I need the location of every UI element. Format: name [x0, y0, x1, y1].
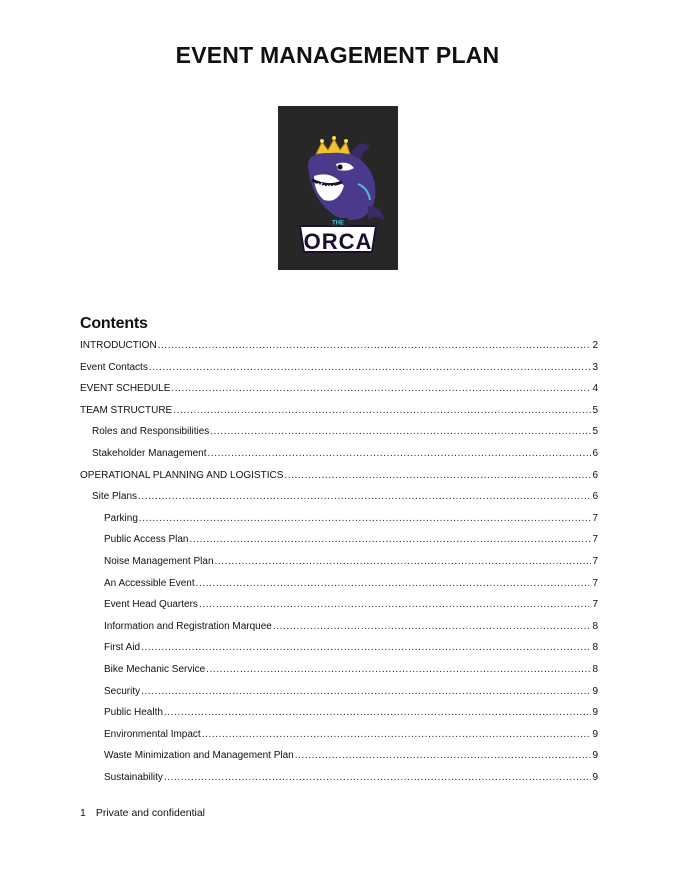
toc-entry-page-number: 5: [592, 404, 598, 416]
toc-dot-leader: [141, 681, 591, 703]
toc-entry[interactable]: [80, 465, 598, 487]
toc-entry-page-number: 6: [592, 491, 598, 503]
toc-entry-title: Event Contacts: [80, 361, 148, 373]
toc-entry[interactable]: [80, 551, 598, 573]
toc-entry-page-number: 7: [592, 599, 598, 611]
toc-entry-title: Security: [104, 685, 141, 697]
toc-entry[interactable]: [80, 529, 598, 551]
toc-dot-leader: [173, 400, 591, 422]
toc-dot-leader: [164, 767, 592, 789]
toc-dot-leader: [206, 659, 591, 681]
toc-entry-page-number: 8: [592, 620, 598, 632]
toc-entry-title: Information and Registration Marquee: [104, 620, 272, 632]
toc-entry-page-number: 8: [592, 642, 598, 654]
toc-dot-leader: [139, 508, 592, 530]
toc-entry[interactable]: [80, 767, 598, 789]
toc-entry-title: Stakeholder Management: [92, 447, 207, 459]
toc-entry-title: Bike Mechanic Service: [104, 663, 206, 675]
toc-entry-title: An Accessible Event: [104, 577, 195, 589]
toc-dot-leader: [295, 745, 592, 767]
toc-entry[interactable]: [80, 573, 598, 595]
toc-entry[interactable]: [80, 400, 598, 422]
toc-entry[interactable]: [80, 594, 598, 616]
toc-entry-page-number: 7: [592, 534, 598, 546]
table-of-contents: [80, 335, 598, 788]
page-footer: [80, 807, 205, 819]
toc-entry[interactable]: [80, 659, 598, 681]
toc-dot-leader: [141, 637, 591, 659]
toc-entry-page-number: 8: [592, 663, 598, 675]
toc-entry-title: Parking: [104, 512, 138, 524]
toc-entry-page-number: 5: [592, 426, 598, 438]
toc-dot-leader: [138, 486, 591, 508]
toc-entry-page-number: 7: [592, 577, 598, 589]
toc-entry[interactable]: [80, 486, 598, 508]
toc-entry-page-number: 9: [592, 728, 598, 740]
toc-dot-leader: [284, 465, 591, 487]
toc-dot-leader: [199, 594, 592, 616]
toc-dot-leader: [196, 573, 592, 595]
toc-entry-page-number: 7: [592, 512, 598, 524]
toc-dot-leader: [171, 378, 591, 400]
toc-dot-leader: [210, 421, 591, 443]
toc-entry-page-number: 4: [592, 383, 598, 395]
toc-entry[interactable]: [80, 357, 598, 379]
toc-dot-leader: [164, 702, 592, 724]
toc-entry-page-number: 9: [592, 707, 598, 719]
toc-entry[interactable]: [80, 421, 598, 443]
toc-dot-leader: [190, 529, 592, 551]
toc-entry-page-number: 6: [592, 447, 598, 459]
toc-dot-leader: [215, 551, 592, 573]
logo-small-text: THE: [332, 220, 344, 227]
toc-dot-leader: [208, 443, 592, 465]
toc-dot-leader: [158, 335, 592, 357]
toc-dot-leader: [202, 724, 592, 746]
document-title: EVENT MANAGEMENT PLAN: [175, 42, 500, 68]
toc-entry[interactable]: [80, 443, 598, 465]
toc-dot-leader: [149, 357, 592, 379]
toc-entry-title: OPERATIONAL PLANNING AND LOGISTICS: [80, 469, 284, 481]
toc-entry-page-number: 6: [592, 469, 598, 481]
toc-entry-title: Environmental Impact: [104, 728, 201, 740]
toc-entry-title: First Aid: [104, 642, 141, 654]
toc-entry-title: TEAM STRUCTURE: [80, 404, 173, 416]
toc-entry-title: Public Health: [104, 707, 163, 719]
toc-entry-title: Sustainability: [104, 771, 163, 783]
toc-entry-title: Event Head Quarters: [104, 599, 198, 611]
toc-entry[interactable]: [80, 681, 598, 703]
footer-text: Private and confidential: [95, 807, 205, 819]
footer-page-number: 1: [80, 807, 86, 819]
toc-entry[interactable]: [80, 745, 598, 767]
toc-entry-page-number: 9: [592, 750, 598, 762]
toc-entry-title: Noise Management Plan: [104, 555, 214, 567]
toc-entry-page-number: 7: [592, 555, 598, 567]
toc-entry[interactable]: [80, 702, 598, 724]
toc-entry[interactable]: [80, 724, 598, 746]
toc-entry-title: Public Access Plan: [104, 534, 189, 546]
toc-entry-page-number: 9: [592, 685, 598, 697]
toc-entry-page-number: 9: [592, 771, 598, 783]
toc-entry-title: EVENT SCHEDULE: [80, 383, 171, 395]
toc-entry-page-number: 3: [592, 361, 598, 373]
toc-entry-title: INTRODUCTION: [80, 340, 157, 351]
orca-mascot-logo: [278, 106, 398, 270]
toc-entry[interactable]: [80, 508, 598, 530]
toc-entry-title: Site Plans: [92, 491, 138, 503]
logo-big-text: ORCA: [303, 229, 373, 254]
toc-dot-leader: [273, 616, 592, 638]
toc-entry-title: Roles and Responsibilities: [92, 426, 210, 438]
contents-heading: Contents: [80, 315, 148, 332]
toc-entry[interactable]: [80, 637, 598, 659]
toc-entry-page-number: 2: [592, 340, 598, 351]
toc-entry[interactable]: [80, 335, 598, 357]
toc-entry[interactable]: [80, 378, 598, 400]
toc-entry-title: Waste Minimization and Management Plan: [104, 750, 294, 762]
toc-entry[interactable]: [80, 616, 598, 638]
